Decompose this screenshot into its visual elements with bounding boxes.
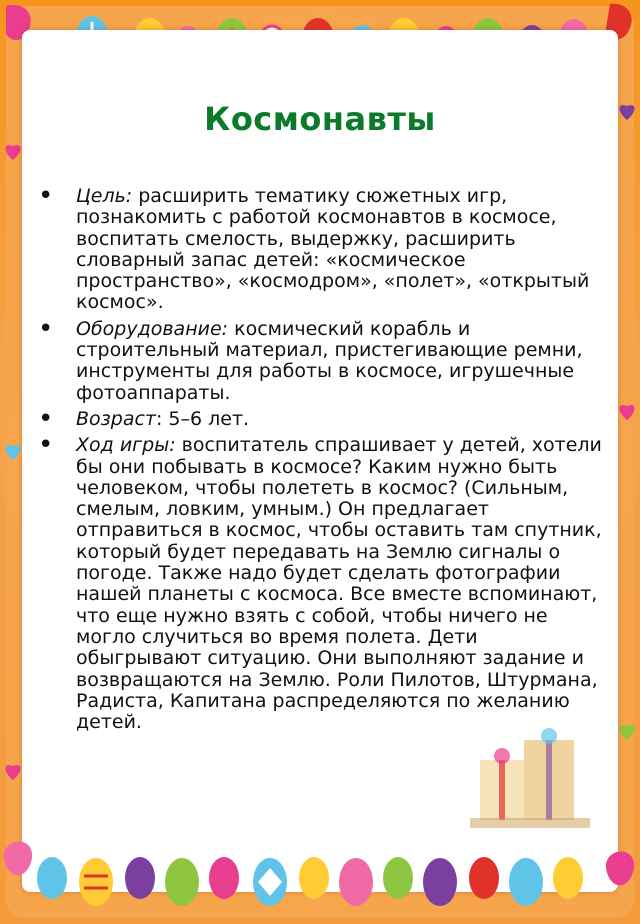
item-text: воспитатель спрашивает у детей, хотели бы они побывать в космосе? Каким нужно быть человеком, чтобы полететь в космос? (Сильным, смелым, ловким, умным.) Он предлагает отправиться в космос, чтобы оставить там спутник, который будет передавать на Землю сигналы о погоде. Также надо будет сделать фотографии нашей планеты с космоса. Все вместе вспоминают, что еще нужно взять с собой, чтобы ничего не могло случиться во время полета. Дети обыгрывают ситуацию. Они выполняют задание и возвращаются на Землю. Роли Пилотов, Штурмана, Радиста, Капитана распределяются по желанию детей. xyxy=(76,434,602,734)
list-item-goal xyxy=(30,186,602,314)
heart-icon xyxy=(620,105,635,740)
list-item-age xyxy=(30,409,602,430)
item-label: Оборудование: xyxy=(76,317,229,340)
item-label: Цель: xyxy=(76,185,133,207)
description-list xyxy=(30,186,602,738)
list-item-equipment xyxy=(30,319,602,404)
item-text: : 5–6 лет. xyxy=(155,407,250,430)
page-title: Космонавты xyxy=(204,100,436,138)
item-text: расширить тематику сюжетных игр, познакомить с работой космонавтов в космосе, воспитать смелость, выдержку, расширить словарный запас детей: «космическое пространство», «космодром», «полет», «открытый космос». xyxy=(76,185,590,314)
item-text: космический корабль и строительный материал, пристегивающие ремни, инструменты для работы в космосе, игрушечные фотоаппараты. xyxy=(76,317,583,404)
list-item-game-course xyxy=(30,435,602,733)
decorative-border-bottom xyxy=(0,828,640,924)
item-label: Ход игры: xyxy=(76,434,176,457)
item-label: Возраст xyxy=(76,407,156,430)
heart-icon xyxy=(6,145,21,780)
easter-egg-icon xyxy=(4,841,634,906)
